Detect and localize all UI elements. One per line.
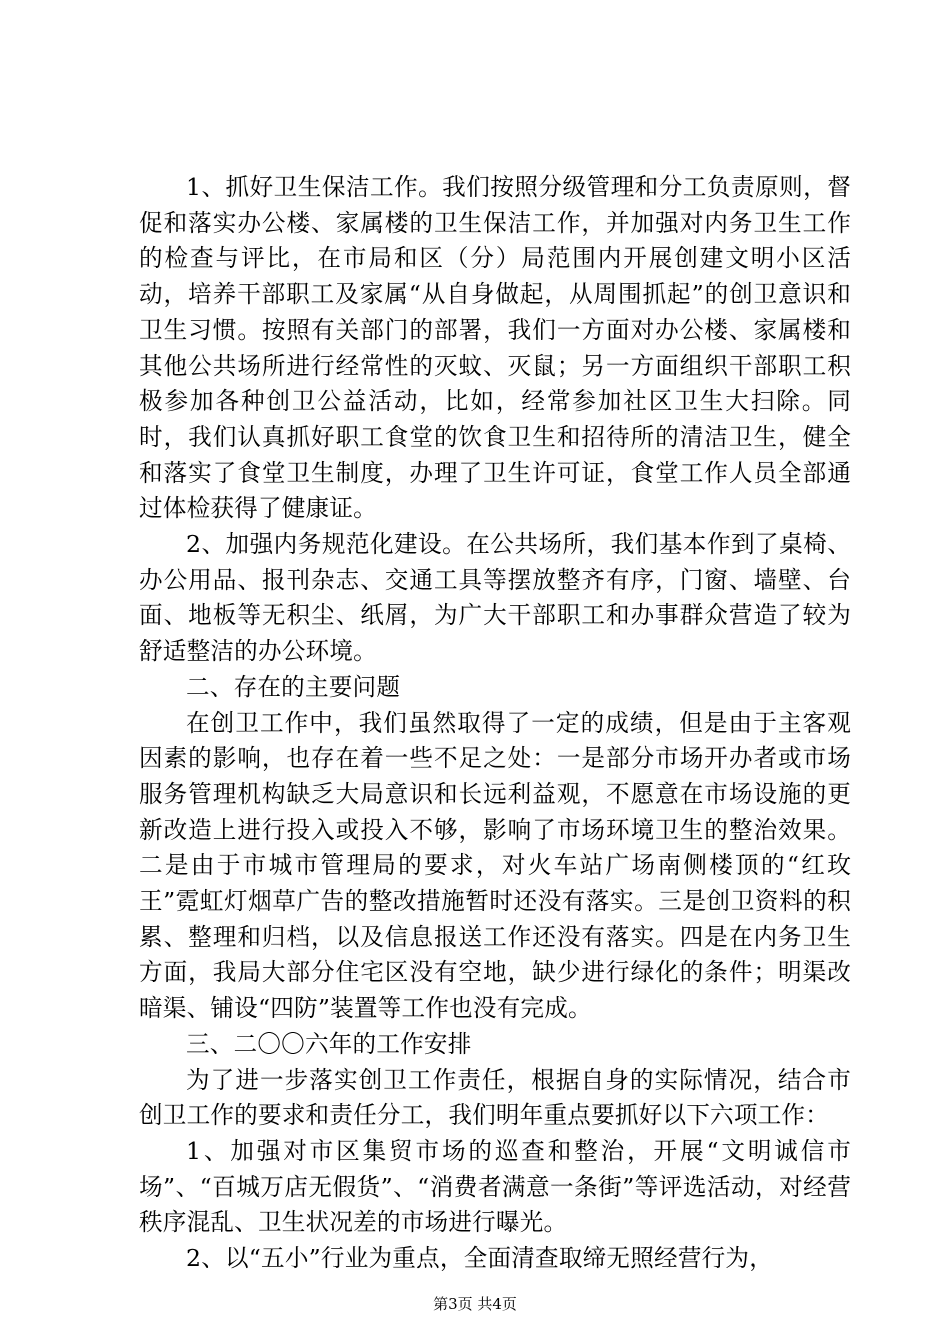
section-heading-main-problems: 二、存在的主要问题 [186,672,401,701]
paragraph-sanitation-cleaning: 1、抓好卫生保洁工作。我们按照分级管理和分工负责原则，督促和落实办公楼、家属楼的卫生保洁工作，并加强对内务卫生工作的检查与评比，在市局和区（分）局范围内开展创建文明小区活动，培养干部职工及家属“从自身做起，从周围抓起”的创卫意识和卫生习惯。按照有关部门的部署，我们一方面对办公楼、家属楼和其他公共场所进行经常性的灭蚊、灭鼠；另一方面组织干部职工积极参加各种创卫公益活动，比如，经常参加社区卫生大扫除。同时，我们认真抓好职工食堂的饮食卫生和招待所的清洁卫生，健全和落实了食堂卫生制度，办理了卫生许可证，食堂工作人员全部通过体检获得了健康证。 [139,173,851,523]
paragraph-five-small-industries: 2、以“五小”行业为重点，全面清查取缔无照经营行为， [186,1244,773,1273]
page-number-footer: 第3页 共4页 [433,1295,517,1313]
paragraph-internal-standardization: 2、加强内务规范化建设。在公共场所，我们基本作到了桌椅、办公用品、报刊杂志、交通工具等摆放整齐有序，门窗、墙壁、台面、地板等无积尘、纸屑，为广大干部职工和办事群众营造了较为舒适整洁的办公环境。 [139,530,851,666]
paragraph-problems-detail: 在创卫工作中，我们虽然取得了一定的成绩，但是由于主客观因素的影响，也存在着一些不足之处：一是部分市场开办者或市场服务管理机构缺乏大局意识和长远利益观，不愿意在市场设施的更新改造上进行投入或投入不够，影响了市场环境卫生的整治效果。二是由于市城市管理局的要求，对火车站广场南侧楼顶的“红玫王”霓虹灯烟草广告的整改措施暂时还没有落实。三是创卫资料的积累、整理和归档，以及信息报送工作还没有落实。四是在内务卫生方面，我局大部分住宅区没有空地，缺少进行绿化的条件；明渠改暗渠、铺设“四防”装置等工作也没有完成。 [139,708,851,1023]
section-heading-work-plan-2006: 三、二〇〇六年的工作安排 [186,1029,472,1058]
paragraph-work-plan-intro: 为了进一步落实创卫工作责任，根据自身的实际情况，结合市创卫工作的要求和责任分工，我们明年重点要抓好以下六项工作： [139,1065,851,1130]
document-body [139,170,851,1277]
paragraph-market-inspection: 1、加强对市区集贸市场的巡查和整治，开展“文明诚信市场”、“百城万店无假货”、“消费者满意一条街”等评选活动，对经营秩序混乱、卫生状况差的市场进行曝光。 [139,1136,851,1237]
